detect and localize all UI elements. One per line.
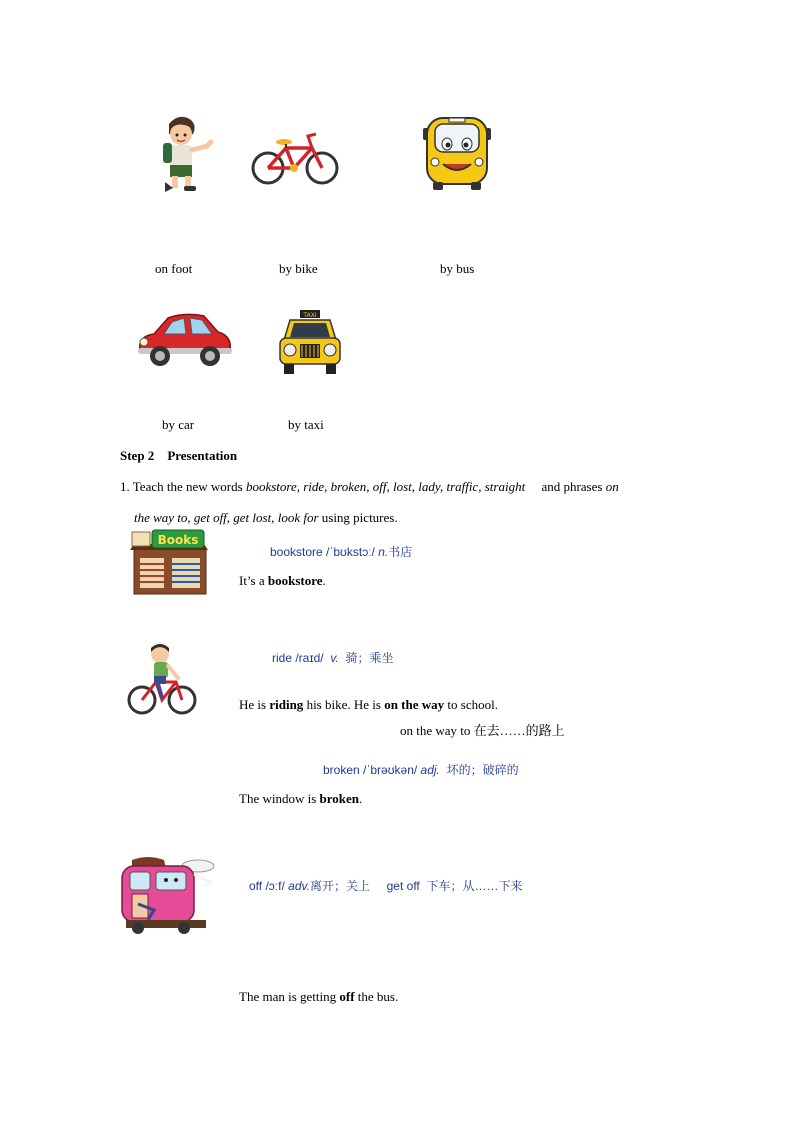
instruction-line-1 <box>120 479 680 495</box>
by-bus-caption: by bus <box>440 261 475 276</box>
off-sentence <box>239 989 398 1005</box>
bookstore-sentence-end: . <box>322 573 326 588</box>
off-vocab <box>249 877 522 894</box>
bus-picture <box>423 114 491 192</box>
ride-sentence <box>239 697 498 713</box>
svg-text:TAXI: TAXI <box>303 312 317 319</box>
instruction-tail: using pictures. <box>321 510 398 525</box>
car-picture <box>134 308 236 372</box>
ride-word: ride /raɪd/ <box>272 651 324 665</box>
instruction-words: bookstore, ride, broken, off, lost, lady, traffic, straight <box>245 479 526 494</box>
on-foot-caption: on foot <box>155 261 193 276</box>
bookstore-sentence-start: It’s a <box>239 573 268 588</box>
bookstore-sentence-bold: bookstore <box>267 573 323 588</box>
off-meaning: 离开；关上 <box>309 879 370 893</box>
boy-riding-bike-picture <box>126 642 198 718</box>
broken-meaning: 坏的；破碎的 <box>446 763 519 777</box>
broken-sentence-start: The window is <box>239 791 320 806</box>
step-label: Step 2 <box>120 448 155 463</box>
off-sentence-end: the bus. <box>354 989 399 1004</box>
instruction-mid: and phrases <box>541 479 603 494</box>
broken-sentence-bold: broken <box>319 791 360 806</box>
instruction-lead: Teach the new words <box>132 479 243 494</box>
on-the-way-to-phrase: on the way to 在去……的路上 <box>400 723 565 738</box>
broken-pos: adj. <box>420 763 440 777</box>
bookstore-word: bookstore /ˈbʊkstɔː/ <box>270 545 375 559</box>
ride-sentence-part-3: to school. <box>444 697 498 712</box>
ride-sentence-bold-1: riding <box>269 697 304 712</box>
off-sentence-bold: off <box>339 989 355 1004</box>
by-taxi-caption: by taxi <box>288 417 324 432</box>
ride-sentence-part-1: He is <box>239 697 270 712</box>
off-sentence-start: The man is getting <box>239 989 340 1004</box>
instruction-phrases: the way to, get off, get lost, look for <box>134 510 319 525</box>
broken-vocab <box>323 761 519 778</box>
ride-meaning: 骑；乘坐 <box>345 651 394 665</box>
instruction-phrase-on: on <box>605 479 619 494</box>
bicycle-picture <box>250 130 342 190</box>
get-off-phrase: get off <box>386 879 420 893</box>
by-bike-caption: by bike <box>279 261 318 276</box>
taxi-picture <box>278 310 342 376</box>
ride-sentence-bold-2: on the way <box>384 697 445 712</box>
broken-sentence-end: . <box>359 791 363 806</box>
bookstore-meaning: 书店 <box>388 545 413 559</box>
ride-pos: v. <box>330 651 339 665</box>
ride-sentence-part-2: his bike. He is <box>303 697 385 712</box>
bookstore-sign-text: Books <box>157 533 199 547</box>
step-title: Presentation <box>167 448 238 463</box>
off-pos: adv. <box>288 879 310 893</box>
man-getting-off-bus-picture <box>118 854 218 936</box>
bookstore-sentence <box>239 573 326 589</box>
bookstore-vocab <box>270 543 412 560</box>
off-word: off /ɔːf/ <box>249 879 285 893</box>
broken-sentence <box>239 791 362 807</box>
get-off-meaning: 下车；从……下来 <box>426 879 523 893</box>
broken-word: broken /ˈbrəʊkən/ <box>323 763 418 777</box>
ride-vocab <box>272 649 393 666</box>
step-heading <box>120 448 237 464</box>
bookstore-picture <box>128 528 210 596</box>
boy-walking-picture <box>155 110 217 194</box>
instruction-number: 1. <box>120 479 130 494</box>
instruction-line-2 <box>134 510 398 526</box>
bookstore-pos: n. <box>378 545 389 559</box>
by-car-caption: by car <box>162 417 195 432</box>
